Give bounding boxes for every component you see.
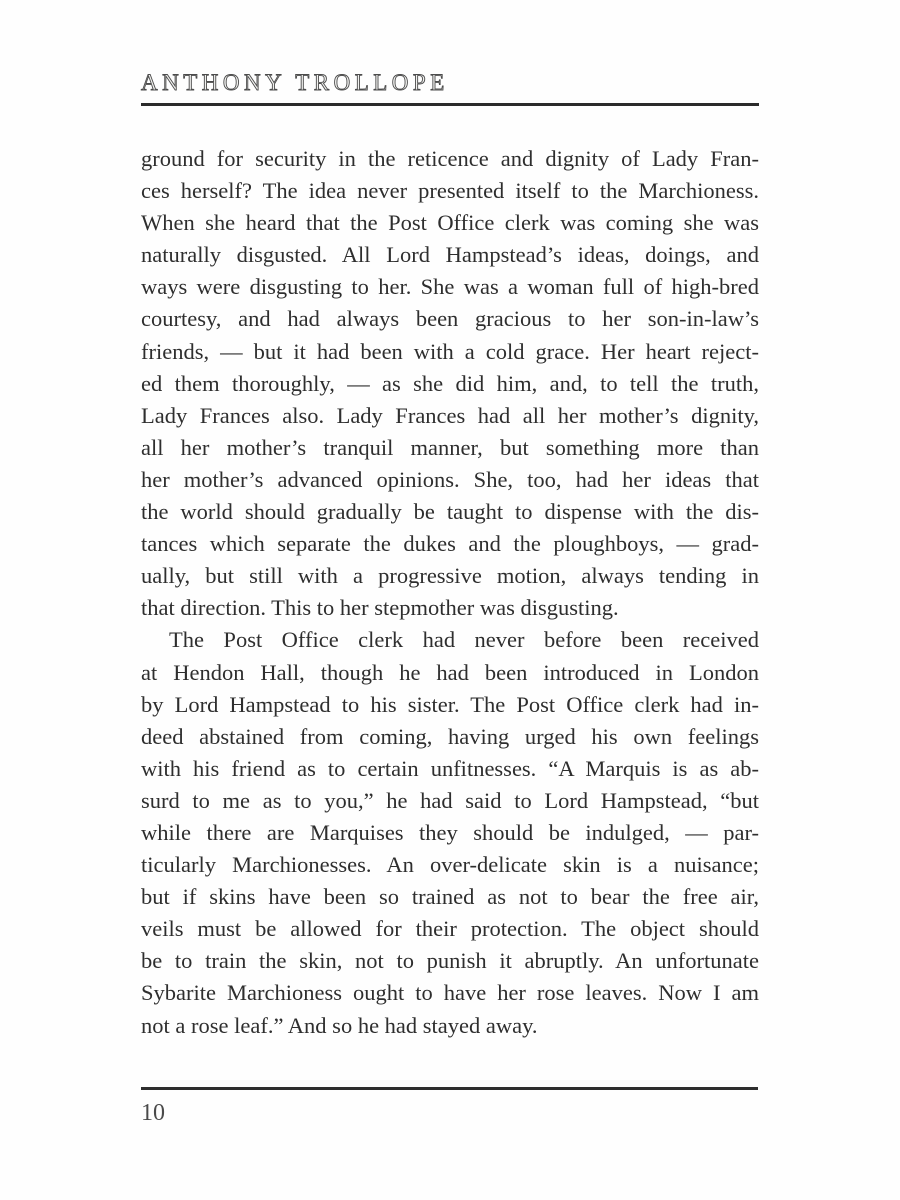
text-line: at Hendon Hall, though he had been introduced in London [141,659,759,685]
page-number: 10 [141,1100,165,1126]
paragraph [141,624,759,1041]
text-line: surd to me as to you,” he had said to Lord Hampstead, “but [141,787,759,813]
header-rule [141,103,759,106]
text-line: with his friend as to certain unfitnesses. “A Marquis is as ab- [141,755,759,781]
text-line: ways were disgusting to her. She was a woman full of high-bred [141,274,759,300]
paragraph [141,143,759,624]
text-line: ed them thoroughly, — as she did him, and, to tell the truth, [141,370,759,396]
footer-rule [141,1087,758,1090]
text-line: ces herself? The idea never presented itself to the Marchioness. [141,178,759,204]
text-line: ticularly Marchionesses. An over-delicate skin is a nuisance; [141,852,759,878]
text-line: by Lord Hampstead to his sister. The Post Office clerk had in- [141,691,759,717]
text-line: courtesy, and had always been gracious to her son-in-law’s [141,306,759,332]
text-line: but if skins have been so trained as not to bear the free air, [141,884,759,910]
text-line: all her mother’s tranquil manner, but something more than [141,434,759,460]
text-line: deed abstained from coming, having urged his own feelings [141,723,759,749]
text-line: friends, — but it had been with a cold grace. Her heart reject- [141,338,759,364]
text-line: naturally disgusted. All Lord Hampstead’s ideas, doings, and [141,242,759,268]
text-line: not a rose leaf.” And so he had stayed away. [141,1012,538,1038]
text-line: the world should gradually be taught to dispense with the dis- [141,499,759,525]
text-line: ually, but still with a progressive motion, always tending in [141,563,759,589]
text-line: her mother’s advanced opinions. She, too, had her ideas that [141,466,759,492]
author-running-head: ANTHONY TROLLOPE [141,70,449,95]
text-line: Lady Frances also. Lady Frances had all her mother’s dignity, [141,402,759,428]
text-line: Sybarite Marchioness ought to have her rose leaves. Now I am [141,980,759,1006]
body-text [141,143,759,1042]
text-line: while there are Marquises they should be indulged, — par- [141,819,759,845]
text-line: be to train the skin, not to punish it abruptly. An unfortunate [141,948,759,974]
running-head [141,70,759,96]
text-line: veils must be allowed for their protection. The object should [141,916,759,942]
text-line: that direction. This to her stepmother was disgusting. [141,595,619,621]
text-line: The Post Office clerk had never before been received [169,627,759,653]
text-line: ground for security in the reticence and dignity of Lady Fran- [141,146,759,171]
text-line: When she heard that the Post Office clerk was coming she was [141,210,759,236]
text-line: tances which separate the dukes and the ploughboys, — grad- [141,531,759,557]
